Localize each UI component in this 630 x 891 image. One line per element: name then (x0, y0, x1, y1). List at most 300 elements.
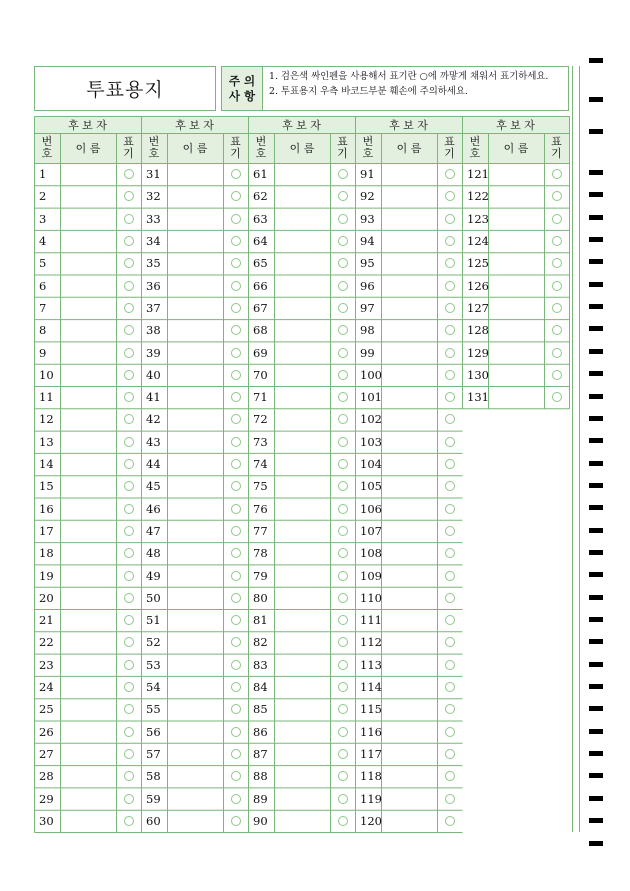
mark-circle-cell[interactable] (437, 431, 462, 453)
mark-circle-icon[interactable] (445, 816, 455, 826)
candidate-number: 62 (253, 189, 268, 204)
mark-circle-cell[interactable] (544, 163, 569, 185)
mark-circle-cell[interactable] (330, 520, 355, 542)
mark-circle-cell[interactable] (116, 453, 141, 475)
mark-circle-cell[interactable] (544, 319, 569, 341)
mark-circle-icon[interactable] (231, 571, 241, 581)
mark-circle-icon[interactable] (124, 526, 134, 536)
mark-circle-icon[interactable] (338, 682, 348, 692)
mark-circle-cell[interactable] (223, 431, 248, 453)
mark-circle-icon[interactable] (445, 704, 455, 714)
candidate-number: 17 (39, 523, 54, 538)
mark-circle-icon[interactable] (445, 794, 455, 804)
mark-circle-cell[interactable] (223, 275, 248, 297)
mark-circle-icon[interactable] (338, 526, 348, 536)
mark-circle-icon[interactable] (124, 392, 134, 402)
mark-circle-icon[interactable] (338, 660, 348, 670)
mark-circle-cell[interactable] (223, 721, 248, 743)
mark-circle-icon[interactable] (338, 348, 348, 358)
mark-circle-icon[interactable] (338, 258, 348, 268)
mark-circle-icon[interactable] (445, 281, 455, 291)
mark-circle-icon[interactable] (338, 771, 348, 781)
timing-mark (589, 505, 603, 510)
mark-circle-cell[interactable] (116, 609, 141, 631)
mark-circle-icon[interactable] (124, 437, 134, 447)
mark-circle-icon[interactable] (124, 615, 134, 625)
mark-circle-icon[interactable] (338, 392, 348, 402)
mark-circle-cell[interactable] (437, 275, 462, 297)
candidate-number: 15 (39, 479, 54, 494)
mark-circle-icon[interactable] (124, 258, 134, 268)
mark-circle-cell[interactable] (223, 520, 248, 542)
mark-circle-icon[interactable] (338, 816, 348, 826)
mark-circle-icon[interactable] (552, 303, 562, 313)
candidate-name-cell (381, 787, 437, 809)
mark-header-bottom: 기 (230, 147, 241, 160)
mark-circle-cell[interactable] (116, 297, 141, 319)
mark-circle-cell[interactable] (330, 542, 355, 564)
mark-circle-cell[interactable] (116, 721, 141, 743)
mark-circle-cell[interactable] (223, 810, 248, 832)
mark-circle-icon[interactable] (124, 704, 134, 714)
mark-circle-cell[interactable] (544, 252, 569, 274)
mark-circle-cell[interactable] (437, 765, 462, 787)
mark-circle-cell[interactable] (116, 498, 141, 520)
mark-circle-icon[interactable] (124, 794, 134, 804)
mark-circle-cell[interactable] (116, 431, 141, 453)
mark-circle-icon[interactable] (445, 749, 455, 759)
mark-circle-cell[interactable] (330, 364, 355, 386)
mark-circle-icon[interactable] (124, 637, 134, 647)
mark-circle-cell[interactable] (544, 185, 569, 207)
mark-circle-cell[interactable] (330, 386, 355, 408)
mark-circle-cell[interactable] (330, 676, 355, 698)
mark-circle-cell[interactable] (437, 252, 462, 274)
mark-circle-cell[interactable] (437, 475, 462, 497)
mark-circle-cell[interactable] (116, 252, 141, 274)
mark-circle-cell[interactable] (223, 587, 248, 609)
mark-circle-icon[interactable] (231, 771, 241, 781)
mark-circle-icon[interactable] (338, 169, 348, 179)
mark-circle-cell[interactable] (437, 810, 462, 832)
candidate-name-cell (60, 631, 116, 653)
candidate-name-cell (274, 498, 330, 520)
mark-circle-icon[interactable] (231, 437, 241, 447)
mark-circle-cell[interactable] (330, 431, 355, 453)
mark-circle-cell[interactable] (223, 297, 248, 319)
mark-circle-icon[interactable] (124, 727, 134, 737)
mark-circle-icon[interactable] (124, 303, 134, 313)
mark-circle-cell[interactable] (330, 319, 355, 341)
mark-circle-cell[interactable] (223, 765, 248, 787)
candidate-name-cell (381, 208, 437, 230)
mark-circle-cell[interactable] (116, 787, 141, 809)
mark-circle-icon[interactable] (231, 325, 241, 335)
mark-circle-icon[interactable] (124, 771, 134, 781)
mark-circle-icon[interactable] (124, 370, 134, 380)
candidate-name-cell (60, 810, 116, 832)
mark-circle-cell[interactable] (330, 185, 355, 207)
timing-mark (589, 841, 603, 846)
mark-circle-cell[interactable] (116, 163, 141, 185)
mark-circle-icon[interactable] (124, 749, 134, 759)
mark-circle-icon[interactable] (552, 191, 562, 201)
candidate-name-cell (60, 364, 116, 386)
mark-circle-icon[interactable] (445, 459, 455, 469)
mark-circle-icon[interactable] (124, 348, 134, 358)
mark-circle-icon[interactable] (124, 593, 134, 603)
mark-circle-cell[interactable] (116, 341, 141, 363)
mark-circle-icon[interactable] (124, 682, 134, 692)
mark-circle-cell[interactable] (544, 364, 569, 386)
mark-circle-cell[interactable] (330, 408, 355, 430)
mark-circle-cell[interactable] (544, 341, 569, 363)
mark-circle-icon[interactable] (231, 214, 241, 224)
mark-circle-icon[interactable] (124, 548, 134, 558)
mark-circle-icon[interactable] (124, 169, 134, 179)
mark-circle-icon[interactable] (445, 370, 455, 380)
mark-circle-icon[interactable] (445, 437, 455, 447)
mark-circle-icon[interactable] (338, 615, 348, 625)
mark-circle-cell[interactable] (330, 721, 355, 743)
mark-circle-icon[interactable] (552, 281, 562, 291)
mark-circle-cell[interactable] (223, 654, 248, 676)
candidate-name-cell (381, 163, 437, 185)
mark-circle-cell[interactable] (116, 520, 141, 542)
mark-circle-cell[interactable] (437, 453, 462, 475)
mark-circle-icon[interactable] (231, 816, 241, 826)
mark-circle-icon[interactable] (338, 749, 348, 759)
mark-circle-icon[interactable] (231, 191, 241, 201)
mark-circle-cell[interactable] (116, 408, 141, 430)
mark-circle-icon[interactable] (445, 325, 455, 335)
mark-circle-cell[interactable] (330, 787, 355, 809)
mark-circle-cell[interactable] (223, 230, 248, 252)
mark-circle-cell[interactable] (116, 275, 141, 297)
mark-circle-icon[interactable] (338, 637, 348, 647)
mark-circle-cell[interactable] (223, 364, 248, 386)
mark-circle-icon[interactable] (338, 303, 348, 313)
mark-circle-icon[interactable] (231, 637, 241, 647)
candidate-number: 54 (146, 680, 161, 695)
mark-circle-cell[interactable] (544, 230, 569, 252)
mark-circle-cell[interactable] (223, 208, 248, 230)
mark-circle-cell[interactable] (544, 275, 569, 297)
mark-circle-cell[interactable] (223, 408, 248, 430)
mark-circle-cell[interactable] (437, 654, 462, 676)
mark-circle-cell[interactable] (437, 698, 462, 720)
mark-circle-icon[interactable] (338, 727, 348, 737)
mark-circle-icon[interactable] (552, 370, 562, 380)
mark-circle-icon[interactable] (445, 771, 455, 781)
candidate-number: 102 (360, 412, 382, 427)
mark-circle-icon[interactable] (338, 704, 348, 714)
mark-circle-cell[interactable] (116, 319, 141, 341)
mark-circle-cell[interactable] (437, 721, 462, 743)
number-header (248, 133, 274, 163)
mark-circle-icon[interactable] (231, 660, 241, 670)
mark-circle-cell[interactable] (116, 765, 141, 787)
mark-circle-icon[interactable] (445, 660, 455, 670)
binding-strip (572, 66, 580, 832)
candidate-name-cell (274, 564, 330, 586)
mark-circle-icon[interactable] (124, 571, 134, 581)
mark-circle-cell[interactable] (116, 185, 141, 207)
mark-circle-icon[interactable] (124, 236, 134, 246)
mark-circle-cell[interactable] (223, 163, 248, 185)
candidate-name-cell (60, 676, 116, 698)
candidate-name-cell (60, 542, 116, 564)
candidate-name-cell (488, 230, 544, 252)
mark-circle-cell[interactable] (223, 564, 248, 586)
mark-circle-cell[interactable] (330, 208, 355, 230)
mark-circle-icon[interactable] (124, 325, 134, 335)
candidate-number: 14 (39, 457, 54, 472)
mark-circle-cell[interactable] (116, 810, 141, 832)
mark-circle-cell[interactable] (437, 408, 462, 430)
mark-circle-icon[interactable] (445, 191, 455, 201)
mark-circle-cell[interactable] (437, 564, 462, 586)
mark-circle-cell[interactable] (116, 208, 141, 230)
mark-circle-icon[interactable] (552, 214, 562, 224)
candidate-number: 18 (39, 546, 54, 561)
mark-circle-icon[interactable] (445, 727, 455, 737)
candidate-number: 42 (146, 412, 161, 427)
mark-circle-icon[interactable] (231, 481, 241, 491)
mark-circle-cell[interactable] (437, 319, 462, 341)
mark-circle-icon[interactable] (338, 236, 348, 246)
mark-circle-cell[interactable] (330, 698, 355, 720)
mark-circle-cell[interactable] (116, 386, 141, 408)
mark-circle-cell[interactable] (544, 386, 569, 408)
mark-circle-icon[interactable] (338, 191, 348, 201)
mark-circle-icon[interactable] (124, 816, 134, 826)
mark-circle-icon[interactable] (552, 392, 562, 402)
mark-circle-icon[interactable] (338, 459, 348, 469)
mark-circle-icon[interactable] (231, 704, 241, 714)
mark-circle-cell[interactable] (330, 498, 355, 520)
mark-circle-icon[interactable] (445, 236, 455, 246)
candidate-number: 112 (360, 635, 382, 650)
mark-circle-cell[interactable] (223, 698, 248, 720)
mark-circle-cell[interactable] (223, 676, 248, 698)
mark-circle-icon[interactable] (338, 548, 348, 558)
mark-circle-cell[interactable] (330, 609, 355, 631)
candidate-name-cell (167, 163, 223, 185)
mark-circle-icon[interactable] (552, 325, 562, 335)
mark-circle-icon[interactable] (552, 236, 562, 246)
mark-circle-icon[interactable] (552, 348, 562, 358)
candidate-number: 20 (39, 590, 54, 605)
mark-circle-cell[interactable] (116, 230, 141, 252)
mark-circle-cell[interactable] (437, 787, 462, 809)
mark-circle-icon[interactable] (338, 437, 348, 447)
mark-circle-cell[interactable] (437, 185, 462, 207)
mark-circle-icon[interactable] (338, 281, 348, 291)
mark-circle-cell[interactable] (437, 297, 462, 319)
mark-circle-icon[interactable] (124, 214, 134, 224)
mark-circle-icon[interactable] (338, 571, 348, 581)
mark-circle-cell[interactable] (437, 498, 462, 520)
candidate-name-cell (274, 698, 330, 720)
mark-circle-cell[interactable] (330, 631, 355, 653)
mark-circle-cell[interactable] (330, 475, 355, 497)
mark-circle-icon[interactable] (231, 258, 241, 268)
candidate-number: 59 (146, 791, 161, 806)
mark-circle-icon[interactable] (552, 169, 562, 179)
mark-circle-cell[interactable] (437, 208, 462, 230)
mark-circle-icon[interactable] (338, 481, 348, 491)
mark-circle-icon[interactable] (231, 682, 241, 692)
mark-circle-icon[interactable] (231, 593, 241, 603)
mark-circle-cell[interactable] (116, 587, 141, 609)
mark-circle-icon[interactable] (445, 392, 455, 402)
mark-circle-cell[interactable] (330, 587, 355, 609)
mark-circle-icon[interactable] (552, 258, 562, 268)
mark-circle-cell[interactable] (437, 631, 462, 653)
mark-circle-icon[interactable] (231, 392, 241, 402)
mark-circle-cell[interactable] (223, 341, 248, 363)
mark-circle-icon[interactable] (231, 370, 241, 380)
mark-circle-icon[interactable] (124, 481, 134, 491)
mark-circle-cell[interactable] (544, 297, 569, 319)
mark-circle-cell[interactable] (116, 676, 141, 698)
candidate-name-cell (167, 408, 223, 430)
mark-circle-cell[interactable] (437, 341, 462, 363)
mark-circle-icon[interactable] (445, 504, 455, 514)
mark-circle-icon[interactable] (124, 459, 134, 469)
mark-circle-cell[interactable] (437, 163, 462, 185)
mark-circle-icon[interactable] (445, 571, 455, 581)
mark-circle-cell[interactable] (330, 163, 355, 185)
mark-circle-cell[interactable] (544, 208, 569, 230)
mark-circle-cell[interactable] (330, 341, 355, 363)
mark-circle-cell[interactable] (437, 364, 462, 386)
mark-circle-icon[interactable] (445, 526, 455, 536)
mark-circle-icon[interactable] (445, 169, 455, 179)
mark-circle-cell[interactable] (330, 252, 355, 274)
mark-circle-cell[interactable] (330, 810, 355, 832)
mark-circle-icon[interactable] (231, 727, 241, 737)
mark-circle-cell[interactable] (437, 230, 462, 252)
mark-circle-cell[interactable] (437, 743, 462, 765)
candidate-name-cell (60, 252, 116, 274)
mark-circle-icon[interactable] (338, 794, 348, 804)
mark-circle-icon[interactable] (231, 459, 241, 469)
mark-circle-cell[interactable] (330, 654, 355, 676)
mark-circle-cell[interactable] (116, 698, 141, 720)
mark-circle-cell[interactable] (330, 765, 355, 787)
mark-circle-icon[interactable] (338, 214, 348, 224)
mark-circle-cell[interactable] (116, 475, 141, 497)
group-header: 후 보 자 (389, 118, 428, 132)
mark-circle-icon[interactable] (338, 414, 348, 424)
mark-circle-cell[interactable] (223, 386, 248, 408)
mark-circle-icon[interactable] (445, 481, 455, 491)
mark-circle-icon[interactable] (231, 303, 241, 313)
mark-circle-cell[interactable] (437, 587, 462, 609)
mark-circle-icon[interactable] (231, 236, 241, 246)
mark-circle-cell[interactable] (330, 230, 355, 252)
mark-circle-cell[interactable] (437, 609, 462, 631)
mark-circle-cell[interactable] (330, 275, 355, 297)
mark-circle-icon[interactable] (445, 637, 455, 647)
mark-circle-icon[interactable] (231, 615, 241, 625)
mark-circle-icon[interactable] (124, 660, 134, 670)
mark-circle-icon[interactable] (445, 548, 455, 558)
mark-circle-icon[interactable] (231, 749, 241, 759)
candidate-name-cell (167, 810, 223, 832)
mark-circle-cell[interactable] (116, 364, 141, 386)
mark-circle-cell[interactable] (223, 542, 248, 564)
mark-circle-cell[interactable] (223, 453, 248, 475)
mark-circle-icon[interactable] (231, 504, 241, 514)
mark-circle-icon[interactable] (231, 548, 241, 558)
mark-circle-cell[interactable] (116, 564, 141, 586)
mark-circle-cell[interactable] (223, 743, 248, 765)
mark-circle-cell[interactable] (223, 185, 248, 207)
mark-circle-icon[interactable] (445, 414, 455, 424)
mark-circle-cell[interactable] (223, 475, 248, 497)
mark-circle-cell[interactable] (437, 676, 462, 698)
mark-circle-icon[interactable] (124, 504, 134, 514)
mark-circle-icon[interactable] (445, 593, 455, 603)
candidate-number: 29 (39, 791, 54, 806)
mark-circle-cell[interactable] (223, 631, 248, 653)
candidate-number: 43 (146, 434, 161, 449)
mark-header-top: 표 (123, 135, 134, 148)
mark-circle-icon[interactable] (445, 303, 455, 313)
mark-circle-icon[interactable] (445, 615, 455, 625)
mark-circle-cell[interactable] (437, 542, 462, 564)
mark-circle-icon[interactable] (445, 214, 455, 224)
mark-circle-icon[interactable] (231, 348, 241, 358)
mark-circle-icon[interactable] (231, 526, 241, 536)
mark-circle-cell[interactable] (223, 787, 248, 809)
mark-circle-cell[interactable] (223, 319, 248, 341)
mark-circle-icon[interactable] (445, 682, 455, 692)
mark-circle-icon[interactable] (338, 325, 348, 335)
mark-circle-icon[interactable] (124, 281, 134, 291)
mark-circle-cell[interactable] (437, 520, 462, 542)
mark-circle-cell[interactable] (223, 609, 248, 631)
mark-circle-cell[interactable] (116, 631, 141, 653)
mark-circle-cell[interactable] (116, 743, 141, 765)
mark-circle-icon[interactable] (338, 593, 348, 603)
mark-circle-icon[interactable] (445, 258, 455, 268)
mark-circle-cell[interactable] (223, 498, 248, 520)
mark-circle-icon[interactable] (124, 414, 134, 424)
candidate-name-cell (274, 631, 330, 653)
mark-circle-icon[interactable] (231, 794, 241, 804)
mark-circle-icon[interactable] (231, 414, 241, 424)
mark-circle-icon[interactable] (338, 370, 348, 380)
mark-circle-cell[interactable] (330, 453, 355, 475)
mark-circle-icon[interactable] (124, 191, 134, 201)
candidate-name-cell (60, 230, 116, 252)
mark-circle-cell[interactable] (223, 252, 248, 274)
mark-circle-cell[interactable] (116, 654, 141, 676)
mark-circle-cell[interactable] (330, 564, 355, 586)
mark-circle-cell[interactable] (330, 743, 355, 765)
mark-circle-icon[interactable] (338, 504, 348, 514)
mark-circle-icon[interactable] (445, 348, 455, 358)
mark-circle-cell[interactable] (116, 542, 141, 564)
mark-circle-cell[interactable] (437, 386, 462, 408)
mark-circle-cell[interactable] (330, 297, 355, 319)
mark-circle-icon[interactable] (231, 281, 241, 291)
mark-circle-icon[interactable] (231, 169, 241, 179)
